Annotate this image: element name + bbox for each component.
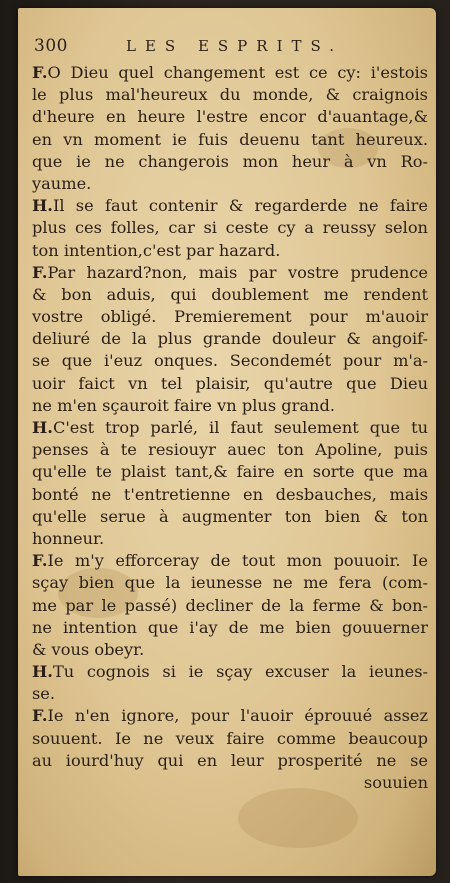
line-text: Tu cognois si ie sçay excuser la ieunes- bbox=[52, 662, 428, 682]
line-text: C'est trop parlé, il faut seulement que tu bbox=[52, 418, 428, 437]
page-header bbox=[34, 36, 424, 60]
line-text: au iourd'huy qui en leur prosperité ne se bbox=[32, 750, 428, 770]
line-text: souuent. Ie ne veux faire comme beaucoup bbox=[32, 728, 428, 748]
paper-stain bbox=[238, 788, 358, 848]
text-line bbox=[32, 217, 428, 239]
text-line bbox=[32, 439, 428, 461]
line-text: se. bbox=[32, 684, 56, 704]
text-line bbox=[32, 506, 428, 528]
text-line bbox=[32, 572, 428, 594]
text-line bbox=[32, 661, 428, 683]
text-line bbox=[32, 617, 428, 639]
line-text: ne intention que i'ay de me bien gouuerner bbox=[32, 617, 428, 637]
line-text: penses à te resiouyr auec ton Apoline, puis bbox=[32, 440, 428, 460]
line-text: deliuré de la plus grande douleur & angoif- bbox=[32, 329, 428, 349]
line-text: & bon aduis, qui doublement me rendent bbox=[32, 284, 428, 304]
text-line bbox=[32, 395, 428, 417]
line-text: Il se faut contenir & regarderde ne faire bbox=[52, 196, 428, 216]
line-text: O Dieu quel changement est ce cy: i'estois bbox=[47, 63, 428, 82]
text-line bbox=[32, 106, 428, 128]
page-number: 300 bbox=[34, 36, 68, 56]
text-line bbox=[32, 528, 428, 550]
body-text bbox=[32, 62, 428, 794]
line-text: vostre obligé. Premierement pour m'auoir bbox=[32, 307, 428, 327]
line-text: que ie ne changerois mon heur à vn Ro- bbox=[32, 151, 428, 171]
line-text: bonté ne t'entretienne en desbauches, mais bbox=[32, 484, 428, 504]
text-line bbox=[32, 173, 428, 195]
text-line bbox=[32, 62, 428, 84]
line-text: sçay bien que la ieunesse ne me fera (com- bbox=[32, 573, 428, 593]
line-text: ton intention,c'est par hazard. bbox=[32, 240, 281, 260]
line-text: qu'elle te plaist tant,& faire en sorte que ma bbox=[32, 462, 428, 482]
line-text: me par le passé) decliner de la ferme & bon- bbox=[32, 595, 428, 615]
text-line bbox=[32, 262, 428, 284]
line-text: & vous obeyr. bbox=[32, 639, 145, 659]
text-line bbox=[32, 306, 428, 328]
line-text: honneur. bbox=[32, 528, 105, 548]
line-text: Ie m'y efforceray de tout mon pouuoir. Ie bbox=[47, 551, 428, 571]
line-text: yaume. bbox=[32, 173, 92, 193]
line-text: en vn moment ie fuis deuenu tant heureux. bbox=[32, 129, 428, 149]
text-line bbox=[32, 284, 428, 306]
text-line bbox=[32, 195, 428, 217]
speaker-label: F. bbox=[32, 63, 48, 82]
line-text: plus ces folles, car si ceste cy a reussy selon bbox=[32, 218, 428, 238]
text-line bbox=[32, 129, 428, 151]
text-line bbox=[32, 417, 428, 439]
text-line bbox=[32, 705, 428, 727]
text-line bbox=[32, 750, 428, 772]
text-line bbox=[32, 328, 428, 350]
line-text: Par hazard?non, mais par vostre prudence bbox=[47, 262, 428, 282]
text-line bbox=[32, 772, 428, 794]
line-text: Ie n'en ignore, pour l'auoir éprouué assez bbox=[47, 706, 428, 726]
text-line bbox=[32, 84, 428, 106]
speaker-label: F. bbox=[32, 262, 48, 282]
text-line bbox=[32, 350, 428, 372]
speaker-label: H. bbox=[32, 662, 53, 682]
speaker-label: F. bbox=[32, 551, 48, 571]
speaker-label: H. bbox=[32, 196, 53, 216]
speaker-label: F. bbox=[32, 706, 48, 726]
text-line bbox=[32, 728, 428, 750]
text-line bbox=[32, 639, 428, 661]
line-text: se que i'euz onques. Secondemét pour m'a- bbox=[32, 351, 428, 371]
line-text: qu'elle serue à augmenter ton bien & ton bbox=[32, 506, 428, 526]
line-text: souuien bbox=[363, 773, 428, 792]
text-line bbox=[32, 373, 428, 395]
speaker-label: H. bbox=[32, 418, 53, 437]
line-text: ne m'en sçauroit faire vn plus grand. bbox=[32, 395, 335, 415]
running-head: LES ESPRITS. bbox=[126, 37, 344, 55]
text-line bbox=[32, 240, 428, 262]
line-text: uoir faict vn tel plaisir, qu'autre que Dieu bbox=[32, 373, 428, 393]
text-line bbox=[32, 683, 428, 705]
text-line bbox=[32, 461, 428, 483]
text-line bbox=[32, 550, 428, 572]
text-line bbox=[32, 151, 428, 173]
line-text: le plus mal'heureux du monde, & craignois bbox=[32, 85, 428, 105]
line-text: d'heure en heure l'estre encor d'auantage,& bbox=[32, 107, 428, 127]
text-line bbox=[32, 595, 428, 617]
book-page bbox=[18, 8, 436, 876]
text-line bbox=[32, 484, 428, 506]
